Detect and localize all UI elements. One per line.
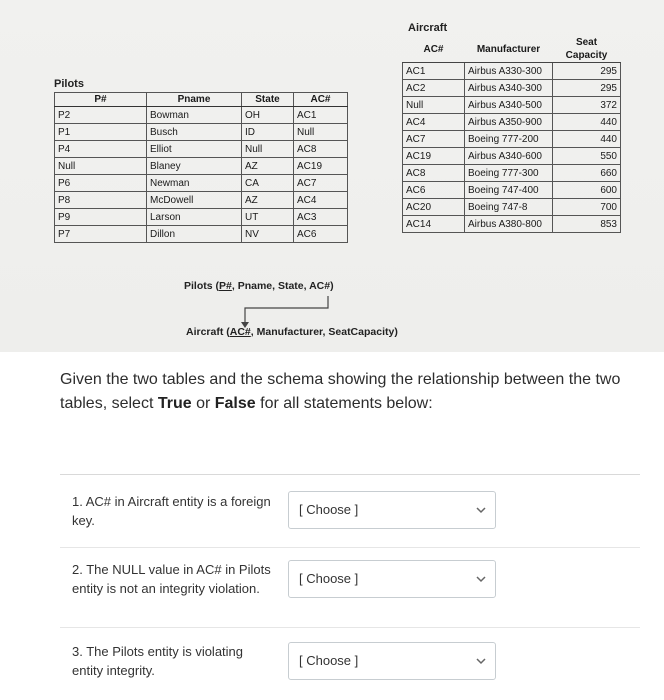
pilot-acnum-cell: Null (294, 124, 348, 141)
answer-select-3[interactable] (288, 642, 496, 680)
aircraft-acnum-cell: Null (403, 97, 465, 114)
pilot-name-cell: McDowell (147, 192, 242, 209)
aircraft-row (403, 80, 621, 97)
tables-figure (46, 14, 646, 352)
aircraft-schema (186, 326, 398, 338)
aircraft-manufacturer-cell: Airbus A340-600 (465, 148, 553, 165)
pilots-schema-key: P# (219, 280, 232, 292)
aircraft-header-seat-capacity: Seat Capacity (553, 36, 621, 63)
aircraft-table-title: Aircraft (408, 22, 448, 34)
answer-select-1[interactable] (288, 491, 496, 529)
pilots-table-title: Pilots (54, 78, 84, 90)
pilot-name-cell: Larson (147, 209, 242, 226)
pilot-acnum-cell: AC19 (294, 158, 348, 175)
select-value: [ Choose ] (299, 653, 359, 668)
pilots-row (55, 124, 348, 141)
chevron-down-icon (475, 504, 487, 516)
pilot-number-cell: P8 (55, 192, 147, 209)
aircraft-schema-prefix: Aircraft ( (186, 326, 230, 338)
pilots-header-acnum: AC# (294, 93, 348, 107)
aircraft-row (403, 114, 621, 131)
aircraft-acnum-cell: AC1 (403, 63, 465, 80)
pilots-header-pname: Pname (147, 93, 242, 107)
pilot-acnum-cell: AC6 (294, 226, 348, 243)
aircraft-row (403, 63, 621, 80)
aircraft-seat-cell: 700 (553, 199, 621, 216)
aircraft-acnum-cell: AC8 (403, 165, 465, 182)
pilots-row (55, 141, 348, 158)
pilots-row (55, 192, 348, 209)
pilot-number-cell: P7 (55, 226, 147, 243)
pilot-number-cell: P2 (55, 107, 147, 124)
questions-divider (60, 474, 640, 475)
question-row-3 (60, 628, 640, 700)
question-text: 1. AC# in Aircraft entity is a foreign key. (72, 494, 271, 528)
aircraft-row (403, 216, 621, 233)
aircraft-seat-cell: 295 (553, 63, 621, 80)
aircraft-seat-cell: 550 (553, 148, 621, 165)
aircraft-seat-cell: 295 (553, 80, 621, 97)
aircraft-header-manufacturer: Manufacturer (465, 36, 553, 63)
question-prompt: Given the two tables and the schema showing the relationship between the two tables, select True or False for all statements below: (60, 371, 621, 412)
pilots-row (55, 175, 348, 192)
pilot-number-cell: P1 (55, 124, 147, 141)
pilot-name-cell: Busch (147, 124, 242, 141)
pilot-state-cell: AZ (242, 192, 294, 209)
select-value: [ Choose ] (299, 571, 359, 586)
pilot-state-cell: Null (242, 141, 294, 158)
relationship-arrow (236, 294, 336, 330)
pilot-number-cell: P4 (55, 141, 147, 158)
pilots-header-state: State (242, 93, 294, 107)
aircraft-manufacturer-cell: Airbus A350-900 (465, 114, 553, 131)
pilots-schema-prefix: Pilots ( (184, 280, 220, 292)
pilot-acnum-cell: AC8 (294, 141, 348, 158)
aircraft-manufacturer-cell: Boeing 777-200 (465, 131, 553, 148)
pilot-state-cell: AZ (242, 158, 294, 175)
aircraft-acnum-cell: AC20 (403, 199, 465, 216)
question-row-2 (60, 548, 640, 628)
pilot-acnum-cell: AC7 (294, 175, 348, 192)
aircraft-table (402, 36, 621, 233)
aircraft-header-acnum: AC# (403, 36, 465, 63)
pilots-header-pnum: P# (55, 93, 147, 107)
answer-select-2[interactable] (288, 560, 496, 598)
pilot-acnum-cell: AC1 (294, 107, 348, 124)
aircraft-acnum-cell: AC4 (403, 114, 465, 131)
pilot-number-cell: P6 (55, 175, 147, 192)
chevron-down-icon (475, 573, 487, 585)
aircraft-manufacturer-cell: Airbus A340-300 (465, 80, 553, 97)
pilot-acnum-cell: AC4 (294, 192, 348, 209)
chevron-down-icon (475, 655, 487, 667)
true-word: True (157, 395, 192, 412)
aircraft-seat-cell: 600 (553, 182, 621, 199)
aircraft-row (403, 199, 621, 216)
aircraft-acnum-cell: AC14 (403, 216, 465, 233)
pilot-state-cell: CA (242, 175, 294, 192)
pilots-row (55, 226, 348, 243)
question-row-1 (60, 476, 640, 548)
aircraft-row (403, 182, 621, 199)
pilot-name-cell: Blaney (147, 158, 242, 175)
aircraft-seat-cell: 372 (553, 97, 621, 114)
aircraft-row (403, 97, 621, 114)
pilots-row (55, 209, 348, 226)
pilot-name-cell: Elliot (147, 141, 242, 158)
pilots-schema-suffix: , Pname, State, AC#) (231, 280, 334, 292)
aircraft-schema-suffix: , Manufacturer, SeatCapacity) (250, 326, 398, 338)
false-word: False (214, 395, 256, 412)
pilot-number-cell: P9 (55, 209, 147, 226)
aircraft-seat-cell: 440 (553, 114, 621, 131)
aircraft-manufacturer-cell: Boeing 777-300 (465, 165, 553, 182)
pilot-state-cell: NV (242, 226, 294, 243)
aircraft-row (403, 148, 621, 165)
select-value: [ Choose ] (299, 502, 359, 517)
pilots-row (55, 107, 348, 124)
aircraft-manufacturer-cell: Airbus A340-500 (465, 97, 553, 114)
aircraft-manufacturer-cell: Boeing 747-8 (465, 199, 553, 216)
pilots-table (54, 92, 348, 243)
aircraft-seat-cell: 660 (553, 165, 621, 182)
aircraft-row (403, 165, 621, 182)
aircraft-acnum-cell: AC6 (403, 182, 465, 199)
aircraft-seat-cell: 853 (553, 216, 621, 233)
question-text: 2. The NULL value in AC# in Pilots entity is not an integrity violation. (72, 562, 271, 596)
aircraft-acnum-cell: AC19 (403, 148, 465, 165)
aircraft-manufacturer-cell: Airbus A380-800 (465, 216, 553, 233)
question-text: 3. The Pilots entity is violating entity integrity. (72, 644, 244, 678)
aircraft-seat-cell: 440 (553, 131, 621, 148)
aircraft-row (403, 131, 621, 148)
aircraft-schema-key: AC# (229, 326, 251, 338)
pilots-row (55, 158, 348, 175)
pilot-name-cell: Newman (147, 175, 242, 192)
aircraft-acnum-cell: AC7 (403, 131, 465, 148)
aircraft-manufacturer-cell: Boeing 747-400 (465, 182, 553, 199)
pilot-state-cell: ID (242, 124, 294, 141)
pilot-acnum-cell: AC3 (294, 209, 348, 226)
aircraft-acnum-cell: AC2 (403, 80, 465, 97)
pilot-name-cell: Dillon (147, 226, 242, 243)
pilot-name-cell: Bowman (147, 107, 242, 124)
pilot-state-cell: OH (242, 107, 294, 124)
pilot-state-cell: UT (242, 209, 294, 226)
pilot-number-cell: Null (55, 158, 147, 175)
pilots-schema (184, 280, 334, 292)
aircraft-manufacturer-cell: Airbus A330-300 (465, 63, 553, 80)
